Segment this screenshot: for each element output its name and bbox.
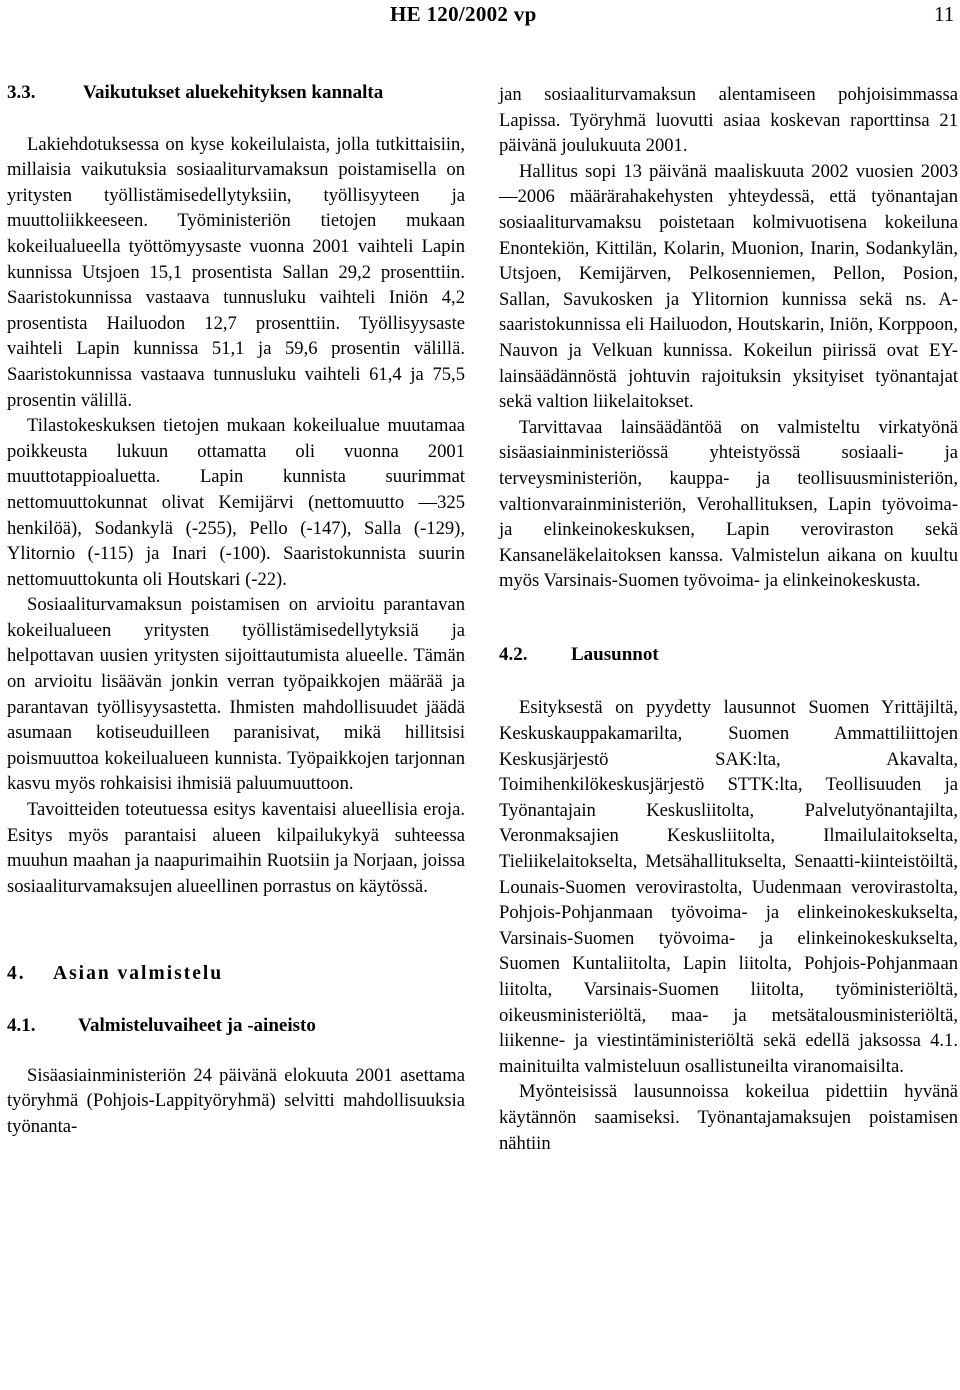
body-paragraph: Myönteisissä lausunnoissa kokeilua pidettiin hyvänä käytännön saamiseksi. Työnantajamaksujen poistamisen nähtiin [499,1081,958,1154]
section-number: 4.1. [7,1015,36,1036]
section-heading-3-3 [7,80,465,106]
body-paragraph: Lakiehdotuksessa on kyse kokeilulaista, jolla tutkittaisiin, millaisia vaikutuksia sosiaaliturvamaksun poistamisella on yritysten työllistämisedellytyksiin, työllisyyteen ja muuttoliikkeeseen. Työministeriön tietojen mukaan kokeilualueella työttömyysaste vuonna 2001 vaihteli Lapin kunnissa Utsjoen 15,1 prosentista Sallan 29,2 prosenttiin. Saaristokunnissa vastaava tunnusluku vaihteli Iniön 4,2 prosentista Hailuodon 12,7 prosenttiin. Työllisyysaste vaihteli Lapin kunnissa 51,1 ja 59,6 prosentin välillä. Saaristokunnissa vastaava tunnusluku vaihteli 61,4 ja 75,5 prosentin välillä. [7,133,465,411]
body-paragraph: Tavoitteiden toteutuessa esitys kaventaisi alueellisia eroja. Esitys myös parantaisi alueen kilpailukykyä suhteessa muuhun maahan ja naapurimaihin Ruotsiin ja Norjaan, joissa sosiaaliturvamaksujen alueellinen porrastus on käytössä. [7,799,465,897]
page-header [0,0,960,40]
section-number: 4. [7,963,26,985]
section-number: 3.3. [7,82,36,103]
section-number: 4.2. [499,643,528,665]
section-title: Vaikutukset aluekehityksen kannalta [83,82,384,103]
body-paragraph: Esityksestä on pyydetty lausunnot Suomen Yrittäjiltä, Keskuskauppakamarilta, Suomen Ammattiliittojen Keskusjärjestö SAK:lta, Akavalta, Toimihenkilökeskusjärjestö STTK:lta, Teollisuuden ja Työnantajain Keskusliitolta, Palvelutyönantajilta, Veronmaksajien Keskusliitolta, Ilmailulaitokselta, Tieliikelaitokselta, Metsähallitukselta, Senaatti-kiinteistöiltä, Lounais-Suomen verovirastolta, Uudenmaan verovirastolta, Pohjois-Pohjanmaan työvoima- ja elinkeinokeskukselta, Varsinais-Suomen työvoima- ja elinkeinokeskukselta, Suomen Kuntaliitolta, Lapin liitolta, Pohjois-Pohjanmaan liitolta, Varsinais-Suomen liitolta, työministeriöltä, oikeusministeriöltä, maa- ja metsätalousministeriöltä, liikenne- ja viestintäministeriöltä sekä edellä jaksossa 4.1. mainituilta valmisteluun osallistuneilta viranomaisilta. [499,697,958,1077]
section-heading-4-2 [499,642,958,668]
section-title: Lausunnot [571,643,659,665]
body-paragraph: Tarvittavaa lainsäädäntöä on valmisteltu virkatyönä sisäasiainministeriössä yhteistyössä sosiaali- ja terveysministeriön, kauppa- ja teollisuusministeriön, valtionvarainministeriön, Verohallituksen, Lapin työvoima- ja elinkeinokeskuksen, Lapin veroviraston sekä Kansaneläkelaitoksen kanssa. Valmistelun aikana on kuultu myös Varsinais-Suomen työvoima- ja elinkeinokeskusta. [499,416,958,592]
body-paragraph: Tilastokeskuksen tietojen mukaan kokeilualue muutamaa poikkeusta lukuun ottamatta oli vuonna 2001 muuttotappioaluetta. Lapin kunnista suurimmat nettomuuttokunnat olivat Kemijärvi (nettomuutto —325 henkilöä), Sodankylä (-255), Pello (-147), Salla (-129), Ylitornio (-115) ja Inari (-100). Saaristokunnista suurin nettomuuttokunta oli Houtskari (-22). [7,415,465,590]
section-title: Asian valmistelu [53,963,224,985]
body-paragraph: Hallitus sopi 13 päivänä maaliskuuta 2002 vuosien 2003—2006 määrärahakehysten yhteydessä, että työnantajan sosiaaliturvamaksu poistetaan kolmivuotisena kokeiluna Enontekiön, Kittilän, Kolarin, Muonion, Inarin, Sodankylän, Utsjoen, Kemijärven, Pelkosenniemen, Pellon, Posion, Sallan, Savukosken ja Ylitornion kunnissa sekä ns. A-saaristokunnissa eli Hailuodon, Houtskarin, Iniön, Korppoon, Nauvon ja Velkuan kunnissa. Kokeilun piirissä ovat EY-lainsäädännöstä johtuvin rajoituksin yksityiset työnantajat sekä valtion liikelaitokset. [499,160,958,413]
body-paragraph: Sosiaaliturvamaksun poistamisen on arvioitu parantavan kokeilualueen yritysten työllistämisedellytyksiä ja helpottavan uusien yritysten sijoittautumista alueelle. Tämän on arvioitu lisäävän jonkin verran työpaikkojen määrää ja parantavan työllisyysastetta. Ihmisten mahdollisuudet jäädä asumaan kotiseuduilleen paranisivat, mikä hillitsisi poismuuttoa kokeilualueen kunnista. Työpaikkojen tarjonnan kasvu myös rohkaisisi ihmisiä paluumuuttoon. [7,594,465,795]
document-id: HE 120/2002 vp [390,2,537,26]
body-paragraph: Sisäasiainministeriön 24 päivänä elokuuta 2001 asettama työryhmä (Pohjois-Lappityöryhmä) selvitti mahdollisuuksia työnanta- [7,1064,465,1137]
page-number: 11 [934,2,955,26]
continued-paragraph: jan sosiaaliturvamaksun alentamiseen pohjoisimmassa Lapissa. Työryhmä luovutti asiaa koskevan raporttinsa 21 päivänä joulukuuta 2001. [499,84,958,157]
section-heading-4 [7,961,465,987]
right-column [499,82,958,1156]
section-title: Valmisteluvaiheet ja -aineisto [78,1015,316,1036]
section-heading-4-1 [7,1013,465,1039]
left-column [7,80,465,1139]
